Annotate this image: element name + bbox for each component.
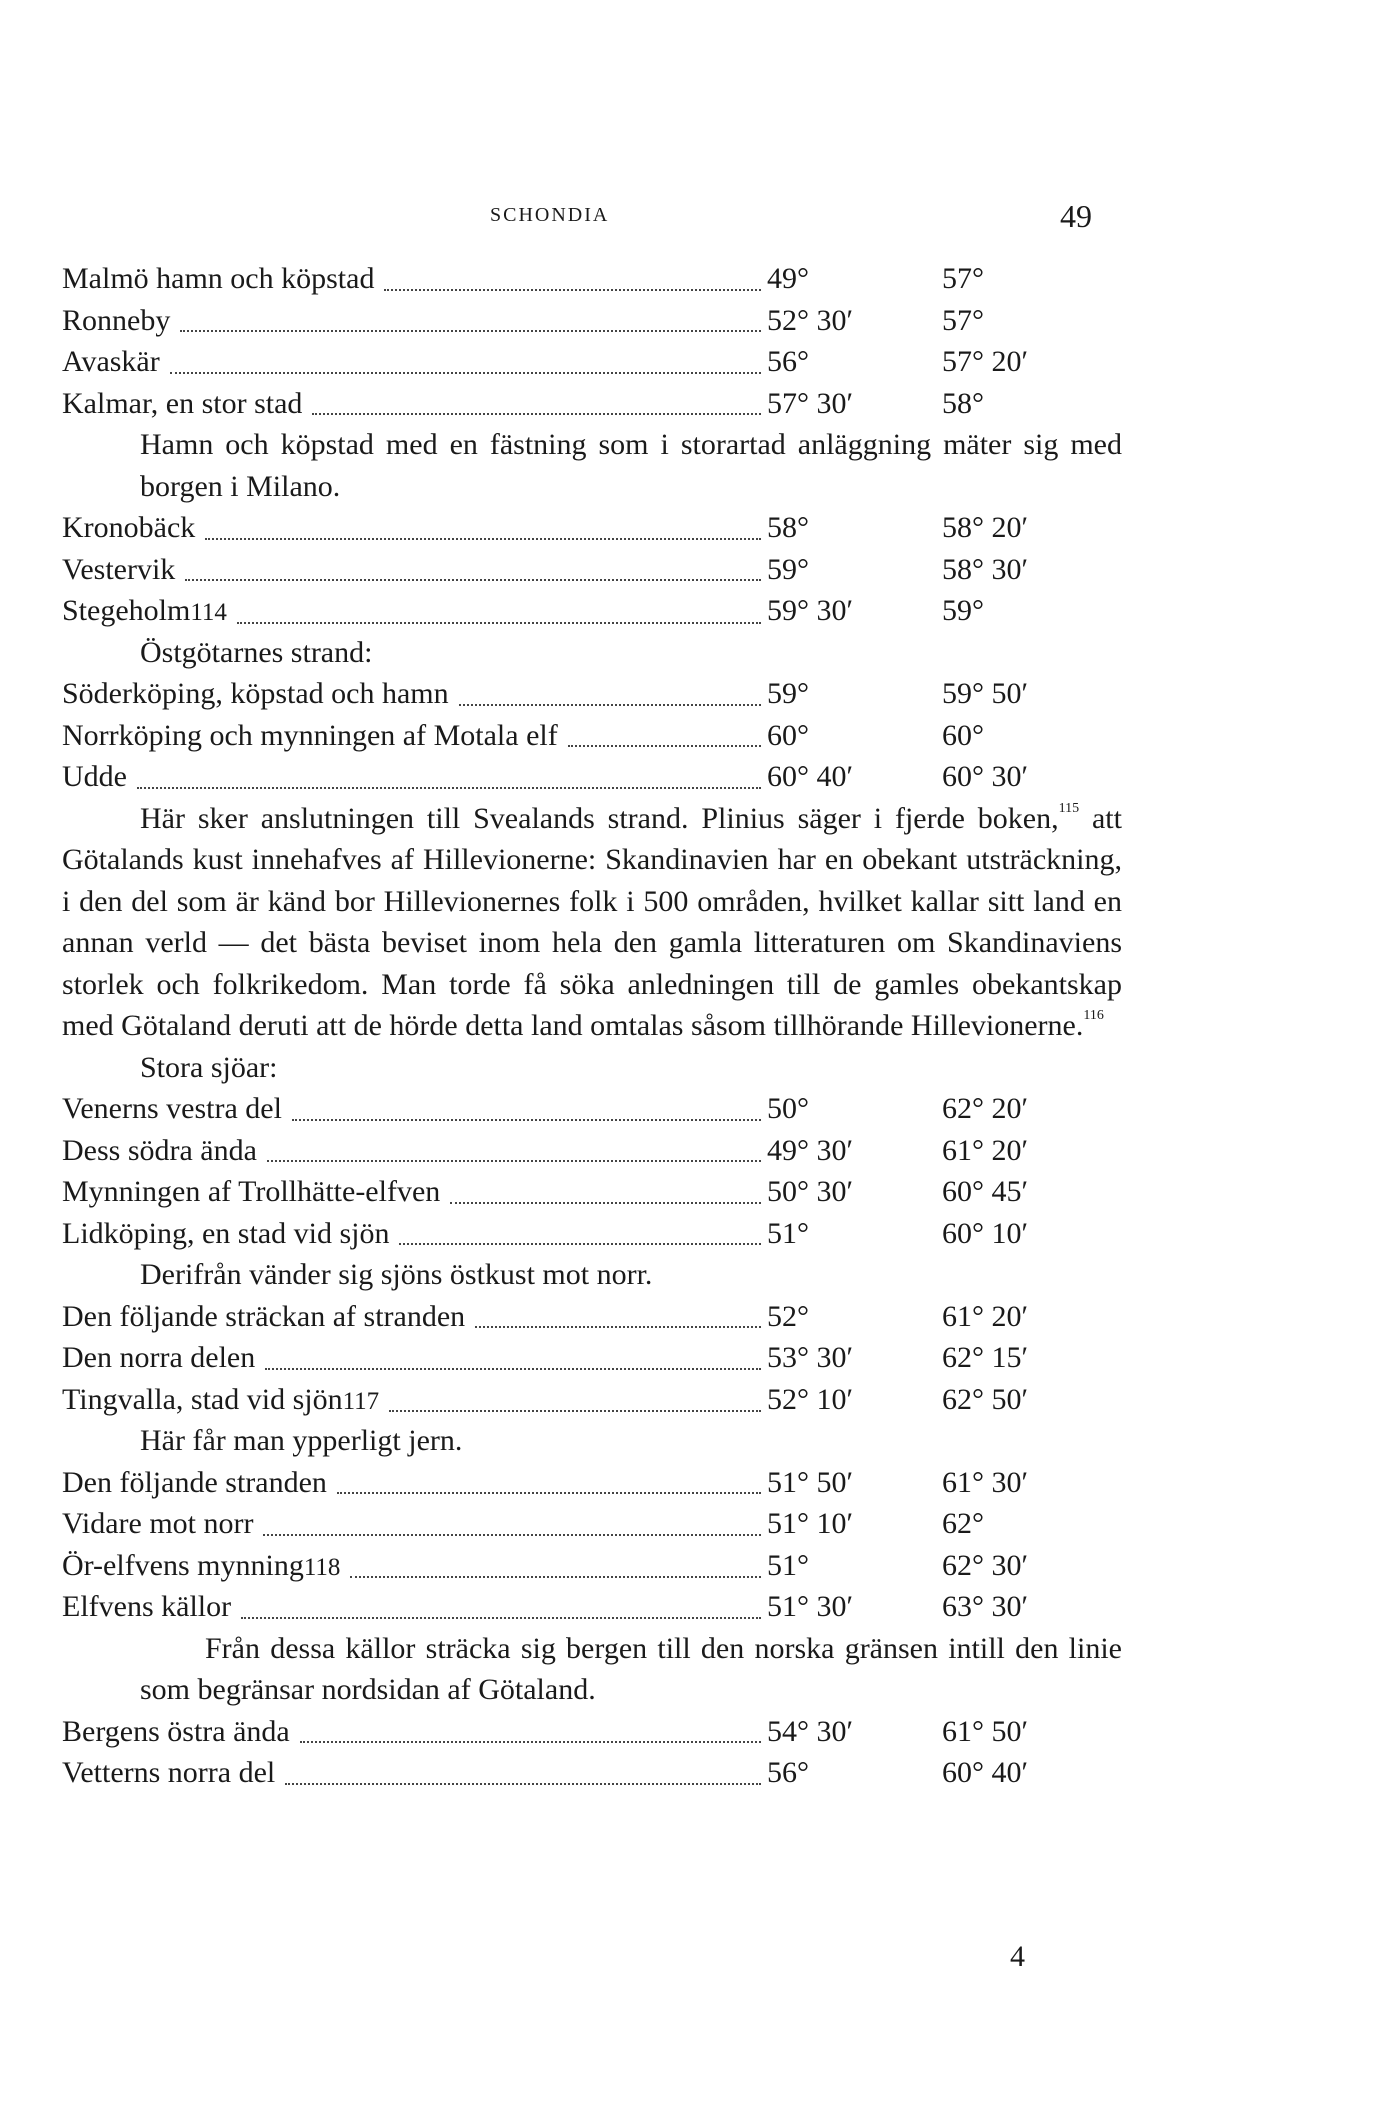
coordinate-row: [62, 258, 1122, 300]
coordinate-row: [62, 1503, 1122, 1545]
dot-leader: [459, 698, 761, 706]
place-cell: [62, 549, 767, 591]
note-paragraph: Från dessa källor sträcka sig bergen till den norska gränsen intill den linie som begränsar nordsidan af Götaland.: [140, 1631, 1122, 1706]
page-header: [0, 198, 1400, 238]
latitude-value: 52°: [767, 1299, 809, 1333]
coordinate-row: [62, 673, 1122, 715]
coordinate-row: [62, 1379, 1122, 1421]
dot-leader: [180, 324, 761, 332]
footnote-ref: 116: [1083, 1008, 1104, 1023]
place-name: Malmö hamn och köpstad: [62, 262, 375, 295]
place-name: Den följande stranden: [62, 1465, 327, 1499]
coordinate-row: [62, 1462, 1122, 1504]
longitude-value: 58°: [942, 386, 984, 420]
coordinate-row: [62, 1337, 1122, 1379]
longitude-value: 61° 20′: [942, 1299, 1029, 1333]
longitude-value: 62° 15′: [942, 1341, 1029, 1374]
latitude-value: 50°: [767, 1092, 809, 1125]
dot-leader: [350, 1570, 761, 1578]
dot-leader: [450, 1196, 761, 1204]
dot-leader: [237, 616, 761, 624]
longitude-value: 61° 20′: [942, 1133, 1029, 1167]
longitude-value: 62° 20′: [942, 1092, 1029, 1125]
place-cell: [62, 1462, 767, 1504]
dot-leader: [475, 1320, 761, 1328]
dot-leader: [285, 1777, 761, 1785]
place-name: Vidare mot norr: [62, 1507, 254, 1540]
gazetteer-list: [62, 258, 1122, 1794]
place-cell: [62, 1379, 767, 1423]
coordinate-row: [62, 756, 1122, 798]
footnote-ref: 117: [342, 1387, 380, 1415]
longitude-value: 60° 45′: [942, 1175, 1029, 1208]
latitude-value: 59°: [767, 552, 809, 586]
place-cell: [62, 715, 767, 757]
coordinate-row: [62, 1586, 1122, 1628]
footnote-ref: 118: [303, 1553, 341, 1581]
coordinate-row: [62, 590, 1122, 632]
longitude-value: 57°: [942, 262, 984, 295]
dot-leader: [399, 1237, 761, 1245]
latitude-value: 54° 30′: [767, 1714, 854, 1748]
section-heading: Stora sjöar:: [140, 1050, 278, 1084]
latitude-value: 51°: [767, 1548, 809, 1582]
dot-leader: [267, 1154, 761, 1162]
latitude-value: 59°: [767, 677, 809, 710]
place-name: Tingvalla, stad vid sjön: [62, 1382, 343, 1416]
body-paragraph: [62, 798, 1122, 1047]
section-heading: Derifrån vänder sig sjöns östkust mot norr.: [140, 1258, 653, 1291]
place-cell: [62, 1711, 767, 1753]
coordinate-row: [62, 507, 1122, 549]
latitude-value: 56°: [767, 345, 809, 378]
place-name: Mynningen af Trollhätte-elfven: [62, 1175, 441, 1208]
dot-leader: [241, 1611, 761, 1619]
latitude-value: 58°: [767, 511, 809, 544]
place-cell: [62, 341, 767, 383]
paragraph-text: Här sker anslutningen till Svealands strand. Plinius säger i fjerde boken,: [140, 801, 1059, 835]
footnote-ref: 115: [1058, 800, 1080, 816]
latitude-value: 56°: [767, 1756, 809, 1789]
dot-leader: [292, 1113, 761, 1121]
dot-leader: [568, 739, 761, 747]
place-cell: [62, 1130, 767, 1172]
coordinate-row: [62, 1171, 1122, 1213]
place-cell: [62, 673, 767, 715]
page-number: 49: [1060, 198, 1092, 234]
latitude-value: 50° 30′: [767, 1175, 854, 1208]
latitude-value: 52° 10′: [767, 1382, 854, 1416]
coordinate-row: [62, 1130, 1122, 1172]
longitude-value: 62° 50′: [942, 1382, 1029, 1416]
place-name: Söderköping, köpstad och hamn: [62, 677, 449, 710]
dot-leader: [337, 1486, 761, 1494]
place-name: Kronobäck: [62, 511, 196, 544]
dot-leader: [312, 407, 761, 415]
longitude-value: 62°: [942, 1507, 984, 1540]
place-cell: [62, 1752, 767, 1794]
place-name: Dess södra ända: [62, 1133, 257, 1167]
place-cell: [62, 1296, 767, 1338]
latitude-value: 57° 30′: [767, 386, 854, 420]
latitude-value: 51° 50′: [767, 1465, 854, 1499]
place-name: Norrköping och mynningen af Motala elf: [62, 718, 558, 752]
place-name: Ör-elfvens mynning: [62, 1548, 304, 1582]
longitude-value: 61° 50′: [942, 1714, 1029, 1748]
latitude-value: 60° 40′: [767, 760, 854, 793]
coordinate-row: [62, 341, 1122, 383]
dot-leader: [263, 1528, 761, 1536]
footnote-ref: 114: [190, 599, 227, 626]
place-cell: [62, 590, 767, 634]
latitude-value: 51° 10′: [767, 1507, 854, 1540]
dot-leader: [389, 1404, 761, 1412]
longitude-value: 60° 40′: [942, 1756, 1029, 1789]
dot-leader: [170, 366, 761, 374]
place-cell: [62, 1171, 767, 1213]
latitude-value: 51° 30′: [767, 1590, 854, 1623]
dot-leader: [300, 1735, 761, 1743]
note-paragraph: Hamn och köpstad med en fästning som i storartad anläggning mäter sig med borgen i Milano.: [140, 428, 1122, 503]
place-cell: [62, 507, 767, 549]
paragraph-text: att Götalands kust innehafves af Hillevionerne: Skandinavien har en obekant utsträckning, i den del som är känd bor Hillevionernes folk i 500 områden, hvilket kallar sitt land en annan verld — det bästa beviset inom hela den gamla litteraturen om Skandinaviens storlek och folkrikedom. Man torde få söka anledningen till de gamles obekantskap med Götaland deruti att de hörde detta land omtalas såsom tillhörande Hillevionerne.: [62, 801, 1122, 1042]
place-cell: [62, 1545, 767, 1589]
place-name: Stegeholm: [62, 594, 191, 627]
coordinate-row: [62, 715, 1122, 757]
longitude-value: 60°: [942, 718, 984, 752]
place-cell: [62, 1503, 767, 1545]
place-name: Den norra delen: [62, 1341, 256, 1374]
dot-leader: [185, 573, 761, 581]
dot-leader: [137, 781, 761, 789]
coordinate-row: [62, 1296, 1122, 1338]
longitude-value: 60° 30′: [942, 760, 1029, 793]
place-name: Udde: [62, 760, 127, 793]
coordinate-row: [62, 1088, 1122, 1130]
place-name: Avaskär: [62, 345, 160, 378]
place-cell: [62, 1337, 767, 1379]
place-name: Kalmar, en stor stad: [62, 386, 303, 420]
coordinate-row: [62, 1213, 1122, 1255]
longitude-value: 60° 10′: [942, 1216, 1029, 1250]
longitude-value: 57° 20′: [942, 345, 1029, 378]
place-name: Ronneby: [62, 303, 171, 337]
place-cell: [62, 258, 767, 300]
place-cell: [62, 756, 767, 798]
longitude-value: 58° 30′: [942, 552, 1029, 586]
signature-mark: 4: [1010, 1940, 1025, 1973]
longitude-value: 61° 30′: [942, 1465, 1029, 1499]
section-heading: Östgötarnes strand:: [140, 635, 373, 669]
place-cell: [62, 1213, 767, 1255]
place-name: Vetterns norra del: [62, 1756, 276, 1789]
latitude-value: 60°: [767, 718, 809, 752]
longitude-value: 59°: [942, 594, 984, 627]
place-name: Venerns vestra del: [62, 1092, 282, 1125]
place-cell: [62, 300, 767, 342]
dot-leader: [384, 283, 761, 291]
longitude-value: 62° 30′: [942, 1548, 1029, 1582]
place-name: Elfvens källor: [62, 1590, 232, 1623]
latitude-value: 51°: [767, 1216, 809, 1250]
longitude-value: 63° 30′: [942, 1590, 1029, 1623]
latitude-value: 59° 30′: [767, 594, 854, 627]
longitude-value: 57°: [942, 303, 984, 337]
place-cell: [62, 1586, 767, 1628]
running-title: SCHONDIA: [490, 204, 610, 226]
coordinate-row: [62, 1545, 1122, 1587]
coordinate-row: [62, 383, 1122, 425]
place-name: Den följande sträckan af stranden: [62, 1299, 466, 1333]
dot-leader: [265, 1362, 761, 1370]
place-name: Lidköping, en stad vid sjön: [62, 1216, 390, 1250]
coordinate-row: [62, 1711, 1122, 1753]
place-cell: [62, 1088, 767, 1130]
coordinate-row: [62, 1752, 1122, 1794]
place-name: Vestervik: [62, 552, 176, 586]
longitude-value: 58° 20′: [942, 511, 1029, 544]
latitude-value: 53° 30′: [767, 1341, 854, 1374]
section-heading: Här får man ypperligt jern.: [140, 1424, 463, 1457]
latitude-value: 49°: [767, 262, 809, 295]
coordinate-row: [62, 549, 1122, 591]
latitude-value: 49° 30′: [767, 1133, 854, 1167]
dot-leader: [205, 532, 761, 540]
coordinate-row: [62, 300, 1122, 342]
longitude-value: 59° 50′: [942, 677, 1029, 710]
place-cell: [62, 383, 767, 425]
place-name: Bergens östra ända: [62, 1714, 290, 1748]
latitude-value: 52° 30′: [767, 303, 854, 337]
